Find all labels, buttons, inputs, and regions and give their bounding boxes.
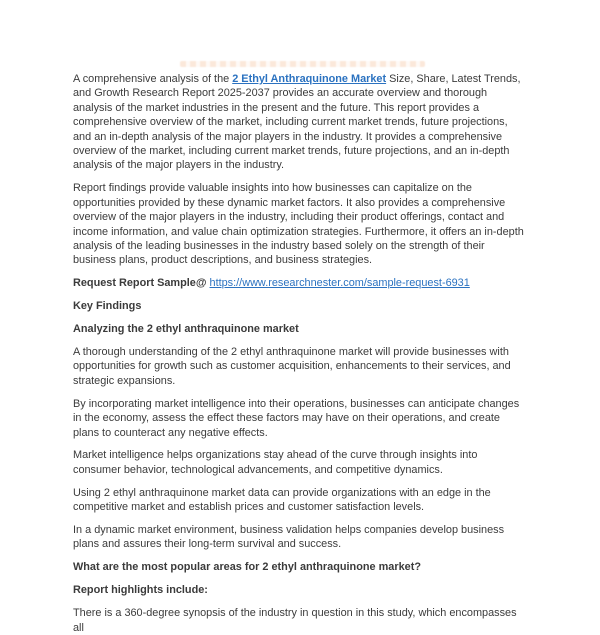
findings-paragraph: Report findings provide valuable insights into how businesses can capitalize on the opportunities provided by these dynamic market factors. It also provides a comprehensive overview of the major players in the industry, including their product offerings, contact and income information, and value chain optimization strategies. Furthermore, it offers an in-depth analysis of the leading businesses in the industry based solely on the strength of their business plans, product descriptions, and business strategies. bbox=[73, 182, 524, 267]
dynamic-environment-paragraph: In a dynamic market environment, business validation helps companies develop business plans and assures their long-term survival and success. bbox=[73, 524, 505, 551]
report-highlights-heading: Report highlights include: bbox=[73, 584, 208, 597]
thorough-understanding-paragraph: A thorough understanding of the 2 ethyl anthraquinone market will provide businesses with opportunities for growth such as customer acquisition, enhancements to their services, and strategic expansions. bbox=[73, 346, 511, 387]
cutoff-heading-remnant bbox=[180, 61, 425, 67]
popular-areas-heading: What are the most popular areas for 2 ethyl anthraquinone market? bbox=[73, 561, 421, 574]
key-findings-heading: Key Findings bbox=[73, 300, 142, 313]
partial-last-line: There is a 360-degree synopsis of the industry in question in this study, which encompasses all bbox=[73, 607, 517, 634]
incorporating-intelligence-paragraph: By incorporating market intelligence into their operations, businesses can anticipate changes in the economy, assess the effect these factors may have on their operations, and create plans to counteract any negative effects. bbox=[73, 397, 520, 439]
cutoff-heading-row bbox=[73, 59, 528, 72]
sample-request-line bbox=[73, 276, 528, 290]
sample-request-url-link[interactable]: https://www.researchnester.com/sample-request-6931 bbox=[209, 277, 470, 290]
market-report-link[interactable]: 2 Ethyl Anthraquinone Market bbox=[232, 73, 387, 85]
analyzing-market-heading: Analyzing the 2 ethyl anthraquinone market bbox=[73, 323, 299, 336]
using-market-data-paragraph: Using 2 ethyl anthraquinone market data can provide organizations with an edge in the competitive market and establish prices and customer satisfaction levels. bbox=[73, 486, 491, 514]
intro-text-after-link: Size, Share, Latest Trends, and Growth Research Report 2025-2037 provides an accurate overview and thorough analysis of the market industries in the present and the future. This report provides a comprehensive overview of the market, including current market trends, future projections, and an in-depth analysis of the major players in the industry. It provides a comprehensive overview of the market, including current market trends, future projections, and an in-depth analysis of the major players in the industry. bbox=[73, 73, 521, 172]
intro-text-before-link: A comprehensive analysis of the bbox=[73, 73, 233, 85]
sample-request-label: Request Report Sample@ bbox=[73, 277, 207, 290]
market-intelligence-paragraph: Market intelligence helps organizations stay ahead of the curve through insights into consumer behavior, technological advancements, and competitive dynamics. bbox=[73, 449, 478, 476]
intro-paragraph bbox=[73, 72, 528, 173]
